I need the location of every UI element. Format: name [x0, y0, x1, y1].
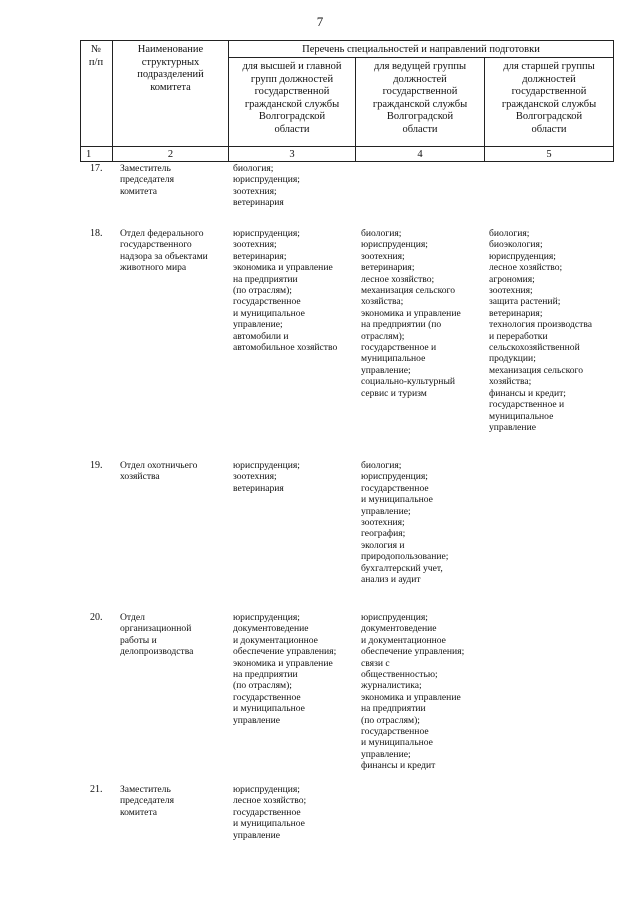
table-top-rule: [80, 40, 614, 41]
header-unit-name: Наименование структурных подразделений комитета: [137, 44, 204, 93]
page-number: 7: [316, 14, 324, 29]
structural-unit: Заместитель председателя комитета: [120, 784, 174, 818]
row-number: 18.: [90, 228, 103, 239]
specialties-highest-group: юриспруденция; зоотехния; ветеринария: [233, 460, 300, 494]
specialties-senior-group: биология; биоэкология; юриспруденция; лесное хозяйство; агрономия; зоотехния; защита растений; ветеринария; технология производства и переработки сельскохозяйственной продукции; механизация сельского хозяйства; финансы и кредит; государственное и муниципальное управление: [489, 228, 593, 433]
header-specialties-group: Перечень специальностей и направлений подготовки: [302, 44, 540, 55]
specialties-highest-group: биология; юриспруденция; зоотехния; ветеринария: [233, 163, 300, 209]
row-number: 19.: [90, 460, 103, 471]
column-number-2: 2: [167, 149, 174, 160]
specialties-highest-group: юриспруденция; лесное хозяйство; государственное и муниципальное управление: [233, 784, 307, 841]
structural-unit: Отдел федерального государственного надзора за объектами животного мира: [120, 228, 208, 274]
specialties-leading-group: биология; юриспруденция; государственное и муниципальное управление; зоотехния; география; экология и природопользование; бухгалтерский учет, анализ и аудит: [361, 460, 449, 586]
header-highest-group: для высшей и главной групп должностей государственной гражданской службы Волгоградской области: [242, 61, 342, 135]
row-number: 20.: [90, 612, 103, 623]
row-number: 21.: [90, 784, 103, 795]
row-number: 17.: [90, 163, 103, 174]
group-header-rule: [228, 57, 614, 58]
column-number-4: 4: [417, 149, 423, 160]
specialties-leading-group: биология; юриспруденция; зоотехния; ветеринария; лесное хозяйство; механизация сельского хозяйства; экономика и управление на предприятии (по отраслям); государственное и муниципальное управление; социально-культурный сервис и туризм: [361, 228, 461, 399]
specialties-leading-group: юриспруденция; документоведение и документационное обеспечение управления; связи с общественностью; журналистика; экономика и управление на предприятии (по отраслям); государственное и муниципальное управление; финансы и кредит: [361, 612, 465, 772]
column-number-1: 1: [86, 149, 92, 160]
header-senior-group: для старшей группы должностей государственной гражданской службы Волгоградской области: [501, 61, 597, 135]
header-bottom-rule: [80, 146, 614, 147]
colnum-bottom-rule: [80, 161, 614, 162]
table-right-rule: [613, 40, 614, 162]
header-leading-group: для ведущей группы должностей государственной гражданской службы Волгоградской области: [372, 61, 468, 135]
header-number: № п/п: [88, 44, 104, 68]
structural-unit: Заместитель председателя комитета: [120, 163, 174, 197]
specialties-highest-group: юриспруденция; документоведение и документационное обеспечение управления; экономика и управление на предприятии (по отраслям); государственное и муниципальное управление: [233, 612, 337, 726]
structural-unit: Отдел организационной работы и делопроизводства: [120, 612, 194, 658]
structural-unit: Отдел охотничьего хозяйства: [120, 460, 198, 483]
column-number-3: 3: [289, 149, 295, 160]
column-number-5: 5: [546, 149, 552, 160]
specialties-highest-group: юриспруденция; зоотехния; ветеринария; экономика и управление на предприятии (по отраслям); государственное и муниципальное управление; автомобили и автомобильное хозяйство: [233, 228, 338, 354]
